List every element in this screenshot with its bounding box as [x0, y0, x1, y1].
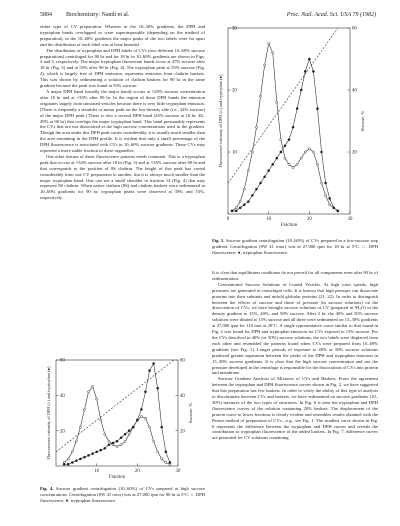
tryptophan-point	[296, 108, 298, 110]
dph-point	[161, 458, 163, 460]
dph-point	[79, 426, 81, 428]
tryptophan-point	[292, 126, 294, 128]
tryptophan-point	[239, 207, 241, 209]
paragraph: One other feature of these fluorescence patterns needs comment. This is a tryptophan peak that occurs at ≈34% sucrose after 18 hr (Fig. 5) and at ≈35% sucrose after 90 hr and that corresponds to the position of 8S clathrin. The height of this peak has varied considerably from one CV preparation to another, but it is always much smaller than the major tryptophan band. One can see a small shoulder in fraction 14 (Fig. 4) that may represent 8S clathrin. When native clathrin (8S) and clathrin baskets were sedimented in 10–60% gradients for 90 hr, tryptophan peaks were observed at 39% and 53%, respectively.	[40, 153, 205, 201]
tryptophan-point	[144, 391, 146, 393]
tryptophan-point	[272, 163, 274, 165]
tryptophan-point	[157, 387, 159, 389]
dph-point	[67, 458, 69, 460]
tryptophan-point	[79, 458, 81, 460]
tryptophan-point	[320, 151, 322, 153]
tryptophan-point	[255, 188, 257, 190]
y2-axis-label: Sucrose, %	[188, 402, 193, 424]
dph-point	[268, 42, 270, 44]
journal-reference: Proc. Natl. Acad. Sci. USA 79 (1982)	[286, 12, 376, 18]
tryptophan-point	[165, 451, 167, 453]
tryptophan-point	[337, 210, 339, 212]
tryptophan-point	[124, 433, 126, 435]
dph-point	[239, 201, 241, 203]
tryptophan-point	[312, 70, 314, 72]
tryptophan-point	[100, 449, 102, 451]
dph-point	[284, 157, 286, 159]
dph-point	[153, 440, 155, 442]
tryptophan-point	[264, 176, 266, 178]
tryptophan-point	[235, 210, 237, 212]
y-tick-label: 30	[232, 26, 237, 32]
dph-point	[75, 440, 77, 442]
figure-5-caption-text: Sucrose gradient centrifugation (10–60%) of CVs prepared in a low-sucrose step gradient. Centrifugation (SW 41 rotor) was at 27,000 rpm for 18 hr at 5°C. ○, DPH fluorescence; ●, tryptophan fluorescence.	[212, 238, 378, 255]
dph-point	[255, 126, 257, 128]
tryptophan-point	[148, 370, 150, 372]
x-tick-label: 10	[94, 469, 100, 474]
tryptophan-point	[161, 426, 163, 428]
y-axis-label: Fluorescence intensity of DPH (○) and tryptophan (●)	[46, 366, 51, 460]
y-tick-label: 10	[232, 150, 237, 156]
y2-tick-label: 20	[180, 429, 185, 435]
tryptophan-point	[112, 442, 114, 444]
dph-point	[320, 182, 322, 184]
paragraph: Concentrated Sucrose Solutions of Coated Vesicles. At high rotor speeds, high pressures are generated in centrifugal cells. It is known that high pressure can dissociate proteins into their subunits and unfold globular proteins (21, 22). In order to distinguish between the effects of sucrose and those of pressure (in sucrose solutions) on the dissociation of CVs, we have brought sucrose solutions of CV (prepared in ²H₂O) to the density gradient to 15%, 40%, and 50% sucrose. After 2 hr, the 40% and 50% sucrose solutions were diluted to 15% sucrose and all three were sedimented on 15–30% gradients at 27,000 rpm for 110 min at 20°C. A single representative curve similar to that found in Fig. 2 was found for DPH and tryptophan emission for CVs exposed to 15% sucrose. For the CVs dissolved in 40% (or 50%) sucrose solutions, the two labels were displaced from each other and resembled the patterns found when CVs were prepared from 10–60% gradients (see Fig. 1). Longer periods of exposure to 40% or 50% sucrose solutions produced greater separation between the peaks of the DPH and tryptophan emission in 15–30% sucrose gradients. It is clear that the high sucrose concentration and not the pressure developed in the centrifuge is responsible for the dissociation of CVs into protein and membrane.	[212, 281, 378, 376]
tryptophan-point	[276, 157, 278, 159]
dph-point	[316, 163, 318, 165]
dph-point	[104, 433, 106, 435]
figure-4-label: Fig. 4.	[40, 486, 54, 491]
tryptophan-point	[300, 89, 302, 91]
x-axis-label: Fraction	[109, 475, 125, 480]
tryptophan-point	[87, 454, 89, 456]
tryptophan-point	[120, 437, 122, 439]
dph-point	[148, 426, 150, 428]
sucrose-gradient-line	[56, 360, 174, 452]
y-tick-label: 40	[60, 393, 65, 399]
dph-series-line	[232, 44, 338, 211]
dph-point	[96, 398, 98, 400]
tryptophan-series-line	[64, 364, 170, 465]
dph-point	[92, 385, 94, 387]
dph-point	[264, 64, 266, 66]
tryptophan-point	[231, 210, 233, 212]
tryptophan-point	[259, 182, 261, 184]
dph-point	[235, 207, 237, 209]
dph-point	[83, 408, 85, 410]
paragraph: A major DPH band (usually the major band) occurs at ≈29% sucrose concentration after 18 hr and at ≈33% after 90 hr. In the region of these DPH bands the emission originates largely from uncoated vesicles because there is very little tryptophan emission. (There is frequently a shoulder or minor peak on the low-density side (i.e., 24% sucrose) of the major DPH peak.) There is also a second DPH band (45% sucrose at 18 hr, 48–49% at 90 hr) that overlaps the major tryptophan band. This band presumably represents the CVs that are not dissociated at the high sucrose concentrations used in the gradient. Though the area under this DPH peak varies considerably, it is usually much smaller than the area remaining in the DPH profile. It is evident that only a small percentage of the DPH fluorescence is associated with CVs in 10–60% sucrose gradients. These CVs may represent a more stable fraction of these organelles.	[40, 88, 205, 154]
dph-point	[120, 444, 122, 446]
tryptophan-point	[316, 108, 318, 110]
x-tick-label: 20	[134, 469, 140, 474]
dph-point	[100, 419, 102, 421]
dph-point	[308, 148, 310, 150]
plot-frame	[228, 28, 350, 214]
journal-section: Biochemistry: Nandi et al.	[66, 12, 130, 18]
sucrose-gradient-line	[228, 28, 338, 183]
tryptophan-point	[96, 451, 98, 453]
dph-point	[247, 170, 249, 172]
y-tick-label: 20	[60, 429, 65, 435]
tryptophan-point	[83, 456, 85, 458]
y2-tick-label: 20	[352, 150, 357, 156]
x-tick-label: 20	[306, 217, 312, 222]
tryptophan-point	[169, 461, 171, 463]
dph-point	[87, 391, 89, 393]
tryptophan-point	[325, 182, 327, 184]
tryptophan-point	[104, 447, 106, 449]
tryptophan-point	[243, 204, 245, 206]
figure-5-caption	[212, 238, 378, 256]
dph-point	[140, 415, 142, 417]
tryptophan-point	[268, 170, 270, 172]
dph-point	[329, 204, 331, 206]
right-text-column	[212, 270, 378, 520]
figure-4-caption	[40, 486, 205, 504]
dph-series-line	[64, 387, 170, 465]
plot-frame	[56, 360, 178, 466]
dph-point	[300, 157, 302, 159]
tryptophan-point	[116, 440, 118, 442]
x-tick-label: 30	[347, 217, 353, 222]
tryptophan-point	[63, 463, 65, 465]
tryptophan-point	[284, 145, 286, 147]
tryptophan-point	[280, 151, 282, 153]
figure-5-chart	[212, 24, 378, 234]
dph-point	[272, 52, 274, 54]
tryptophan-point	[247, 201, 249, 203]
y-tick-label: 20	[232, 88, 237, 94]
dph-point	[292, 166, 294, 168]
page-number: 5884	[40, 12, 52, 18]
tryptophan-point	[304, 70, 306, 72]
dph-point	[108, 440, 110, 442]
tryptophan-point	[308, 58, 310, 60]
y2-axis-label: Sucrose, %	[360, 110, 365, 132]
tryptophan-point	[67, 463, 69, 465]
tryptophan-point	[136, 419, 138, 421]
tryptophan-point	[333, 207, 335, 209]
y-axis-label: Fluorescence intensity of DPH (○) and tryptophan (●)	[218, 74, 223, 168]
dph-point	[116, 445, 118, 447]
paragraph: Sucrose Gradient Analysis of Mixtures of CVs and Baskets. From the agreement between the tryptophan and DPH fluorescence curves shown in Fig. 2, we have suggested that this preparation has few baskets. In order to verify the ability of this type of analysis to discriminate between CVs and baskets, we have sedimented on sucrose gradients (10–30%) mixtures of the two types of structures. In Fig. 6 is seen the tryptophan and DPH fluorescence curves of the solution containing 20% baskets. The displacement of the protein curve to lower fractions is clearly evident and resembles results obtained with the Pearse method of preparation of CVs—e.g., see Fig. 1. The smallest curve shown in Fig. 6 represents the difference between the tryptophan and DPH curves and reveals the contribution to tryptophan fluorescence of the added baskets. In Fig. 7, difference curves are presented for CV solutions containing	[212, 376, 378, 441]
tryptophan-point	[75, 460, 77, 462]
y2-tick-label: 60	[180, 358, 185, 364]
dph-point	[71, 451, 73, 453]
tryptophan-point	[251, 194, 253, 196]
tryptophan-point	[108, 444, 110, 446]
dph-point	[243, 188, 245, 190]
paragraph: either type of CV preparation. Whereas in the 10–30% gradients, the DPH and tryptophan bands overlapped or were superimposable (depending on the method of preparation), in the 10–60% gradients the major peaks of the two labels were far apart and the distribution of each label was at least bimodal.	[40, 24, 205, 47]
dph-point	[165, 461, 167, 463]
x-tick-label: 0	[226, 217, 230, 222]
tryptophan-series-line	[232, 59, 338, 211]
x-axis-label: Fraction	[281, 223, 297, 228]
figure-4-caption-text: Sucrose gradient centrifugation (10–60%) of CVs prepared at high sucrose concentrations. Centrifugation (SW 41 rotor) was at 27,000 rpm for 90 hr at 5°C. ○, DPH fluorescence; ●, tryptophan fluorescence.	[40, 486, 206, 503]
dph-point	[296, 163, 298, 165]
y2-tick-label: 40	[352, 88, 357, 94]
tryptophan-point	[71, 461, 73, 463]
dph-point	[280, 139, 282, 141]
dph-point	[325, 194, 327, 196]
x-tick-label: 10	[266, 217, 272, 222]
tryptophan-point	[288, 139, 290, 141]
y2-tick-label: 60	[352, 26, 357, 32]
dph-point	[251, 151, 253, 153]
y-tick-label: 60	[60, 358, 65, 364]
left-text-column	[40, 24, 205, 354]
paragraph: It is clear that equilibrium conditions do not prevail for all components even after 90 hr of sedimentation.	[212, 270, 378, 281]
dph-point	[276, 101, 278, 103]
x-tick-label: 30	[175, 469, 181, 474]
dph-point	[288, 163, 290, 165]
y2-tick-label: 40	[180, 393, 185, 399]
figure-5-label: Fig. 5.	[212, 238, 225, 243]
dph-point	[157, 451, 159, 453]
tryptophan-point	[329, 197, 331, 199]
dph-point	[128, 433, 130, 435]
tryptophan-point	[140, 408, 142, 410]
tryptophan-point	[132, 426, 134, 428]
tryptophan-point	[128, 430, 130, 432]
tryptophan-point	[92, 453, 94, 455]
dph-point	[304, 151, 306, 153]
paragraph: The distribution of tryptophan and DPH labels of CVs (two different 10–60% sucrose preparations) centrifuged for 90 hr and for 18 hr in 10–60% gradients are shown in Figs. 4 and 5, respectively. The major tryptophan fluorescent bands occur at 47% sucrose after 18 hr (Fig. 5) and at 55% after 90 hr (Fig. 4). The tryptophan peak at 55% sucrose (Fig. 4), which is largely free of DPH emission, represents emission from clathrin baskets. This was shown by sedimenting a solution of clathrin baskets for 90 hr in the same gradient because the peak was found at 55% sucrose.	[40, 47, 205, 89]
dph-point	[144, 417, 146, 419]
figure-4-chart	[40, 356, 206, 484]
tryptophan-point	[153, 362, 155, 364]
dph-point	[312, 151, 314, 153]
dph-point	[259, 95, 261, 97]
page-header	[40, 12, 376, 20]
dph-point	[124, 440, 126, 442]
